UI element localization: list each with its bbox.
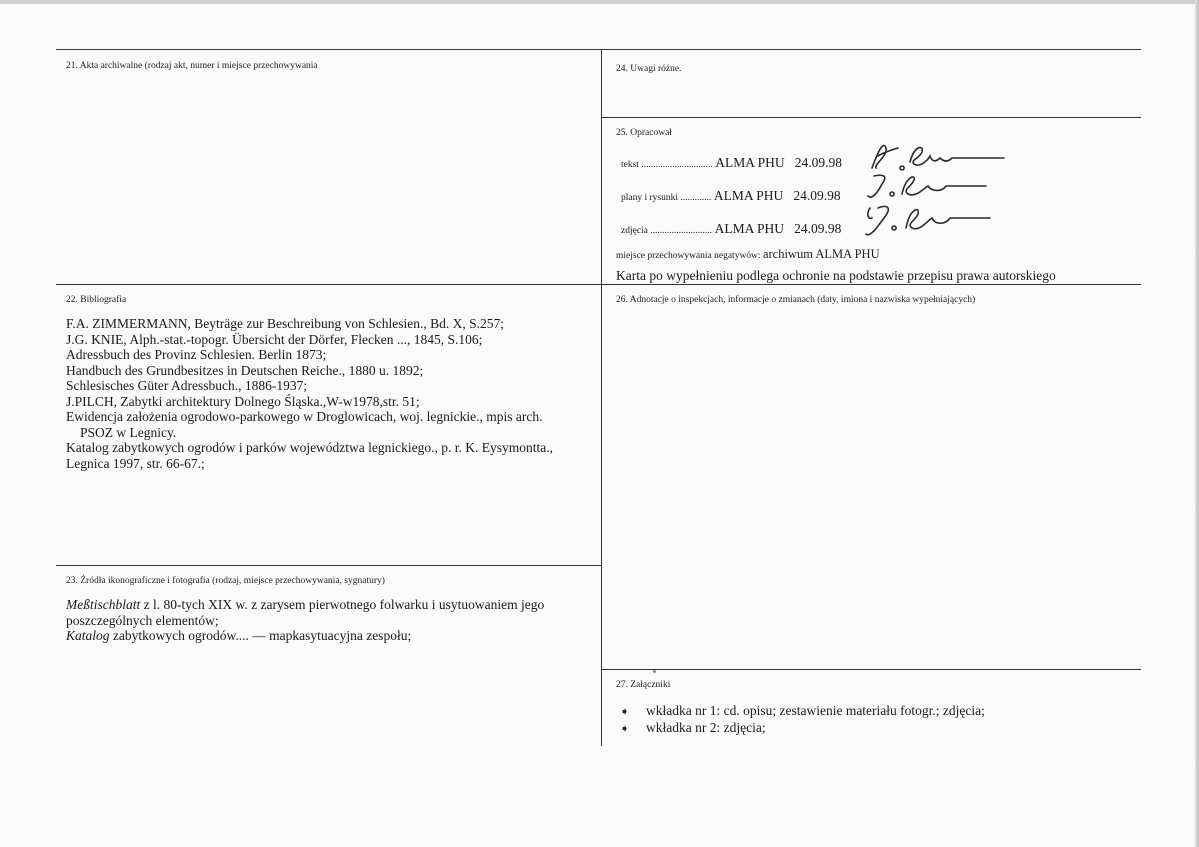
bibliography-entry: Handbuch des Grundbesitzes in Deutschen Reiche., 1880 u. 1892; [66, 362, 424, 378]
section-25-label: 25. Opracował [616, 128, 672, 138]
bibliography-entry: PSOZ w Legnicy. [80, 424, 177, 440]
attachment-item [620, 720, 766, 736]
attachment-item [620, 703, 985, 719]
iconography-line: Meßtischblatt z l. 80-tych XIX w. z zarysem pierwotnego folwarku i usytuowaniem jego [66, 597, 545, 612]
section-22-label: 22. Bibliografia [66, 295, 127, 305]
bibliography-entry: F.A. ZIMMERMANN, Beyträge zur Beschreibung von Schlesien., Bd. X, S.257; [66, 316, 504, 331]
signature-1 [862, 138, 1012, 174]
attachment-text: wkładka nr 2: zdjęcia; [646, 720, 766, 735]
iconography-line: Katalog zabytkowych ogrodów.... — mapkasytuacyjna zespołu; [66, 628, 412, 643]
signature-2 [862, 170, 992, 204]
bibliography-entry: Schlesisches Güter Adressbuch., 1886-1937; [66, 378, 308, 393]
divider [601, 117, 1141, 118]
credit-value: ALMA PHU 24.09.98 [715, 155, 842, 170]
iconography-text [66, 597, 544, 644]
credit-label: plany i rysunki ............. [621, 193, 712, 203]
bibliography-list [66, 316, 553, 471]
negatives-location [616, 247, 880, 262]
credit-value: ALMA PHU 24.09.98 [714, 221, 842, 236]
bibliography-entry: J.G. KNIE, Alph.-stat.-topogr. Übersicht der Dörfer, Flecken ..., 1845, S.106; [66, 331, 483, 347]
section-26-label: 26. Adnotacje o inspekcjach, informacje o zmianach (daty, imiona i nazwiska wypełniających) [616, 295, 976, 305]
divider [56, 49, 1141, 50]
scan-edge-right [1195, 0, 1199, 847]
credit-label: tekst .............................. [621, 160, 713, 170]
arrow-bullet-icon: ➧ [620, 705, 630, 718]
catalog-title: Katalog [66, 628, 110, 643]
credit-label: zdjęcia .......................... [621, 226, 713, 236]
scan-speck [653, 670, 656, 673]
negatives-label: miejsce przechowywania negatywów: [616, 251, 761, 261]
section-24-label: 24. Uwagi różne. [616, 64, 682, 74]
bibliography-entry: J.PILCH, Zabytki architektury Dolnego Śląska.,W-w1978,str. 51; [66, 393, 420, 409]
bibliography-entry: Ewidencja założenia ogrodowo-parkowego w Droglowicach, woj. legnickie., mpis arch. [66, 409, 543, 424]
iconography-line: poszczególnych elementów; [66, 612, 219, 628]
scan-edge-top [0, 0, 1199, 4]
signature-3 [858, 200, 998, 246]
credit-value: ALMA PHU 24.09.98 [713, 188, 841, 203]
arrow-bullet-icon: ➧ [620, 722, 630, 735]
credit-row-photos [621, 221, 841, 237]
credit-row-text [621, 155, 842, 171]
negatives-value: archiwum ALMA PHU [762, 247, 880, 261]
copyright-note: Karta po wypełnieniu podlega ochronie na podstawie przepisu prawa autorskiego [616, 268, 1056, 283]
section-27-label: 27. Załączniki [616, 680, 671, 690]
attachment-text: wkładka nr 1: cd. opisu; zestawienie materiału fotogr.; zdjęcia; [646, 703, 985, 718]
bibliography-entry: Adressbuch des Provinz Schlesien. Berlin 1873; [66, 347, 327, 362]
bibliography-entry: Katalog zabytkowych ogrodów i parków województwa legnickiego., p. r. K. Eysymontta., [66, 440, 554, 455]
section-23-label: 23. Źródła ikonograficzne i fotografia (rodzaj, miejsce przechowywania, sygnatury) [66, 576, 385, 586]
divider [601, 669, 1141, 670]
bibliography-entry: Legnica 1997, str. 66-67.; [66, 455, 205, 471]
map-title: Meßtischblatt [66, 597, 141, 612]
divider [56, 565, 601, 566]
credit-row-plans [621, 188, 841, 204]
divider [56, 284, 1141, 285]
section-21-label: 21. Akta archiwalne (rodzaj akt, numer i miejsce przechowywania [66, 61, 318, 71]
divider [601, 49, 602, 746]
